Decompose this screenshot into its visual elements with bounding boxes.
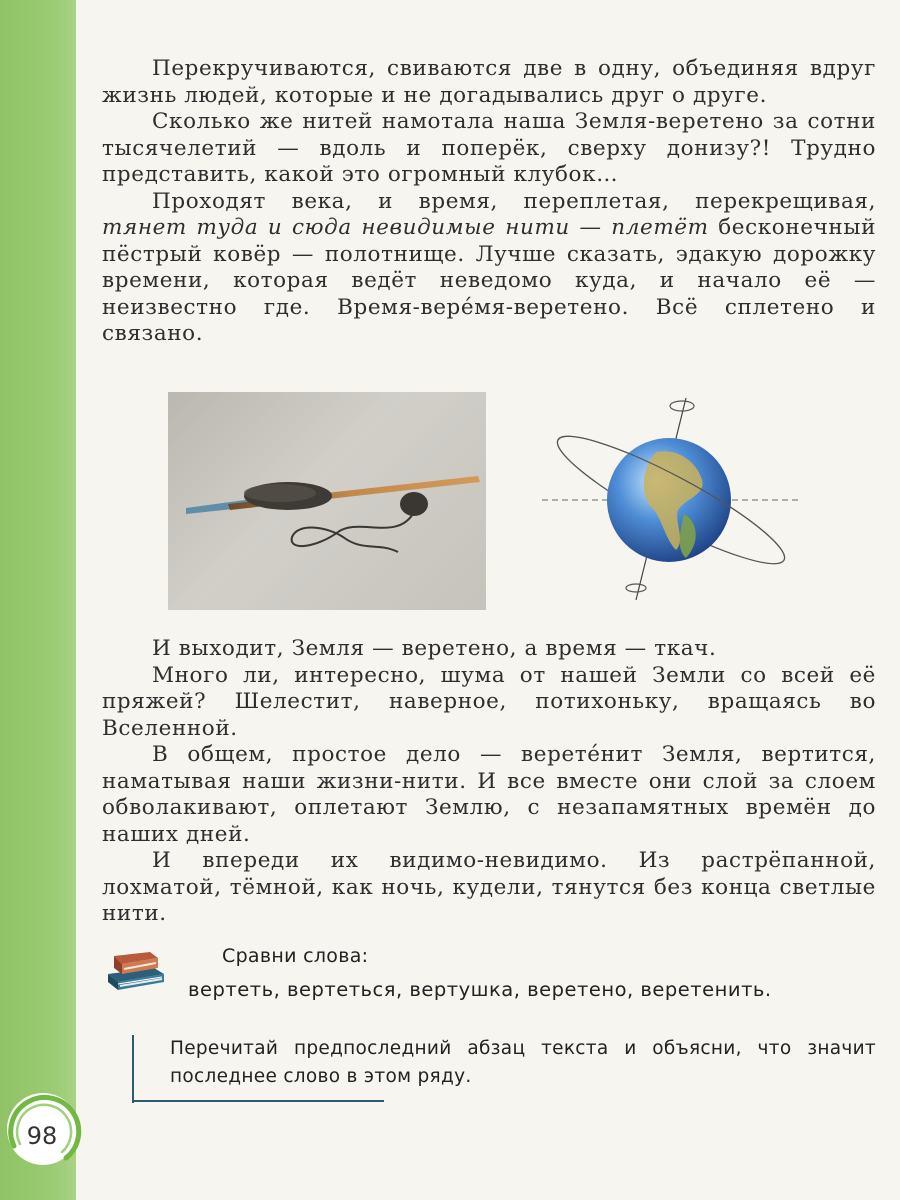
paragraph-5: Много ли, интересно, шума от нашей Земли со всей её пряжей? Шелестит, наверное, потихоньку, вращаясь во Вселенной. [102,662,876,741]
task-instruction: Перечитай предпоследний абзац текста и объясни, что значит последнее слово в этом ряду. [170,1038,876,1087]
word-list-text: вертеть, вертеться, вертушка, веретено, веретенить. [188,978,772,1001]
paragraph-3 [102,189,876,348]
spindle-photo [168,392,486,610]
compare-words-label: Сравни слова: [222,945,369,967]
paragraph-2: Сколько же нитей намотала наша Земля-веретено за сотни тысячелетий — вдоль и поперёк, сверху донизу?! Трудно представить, какой это огромный клубок… [102,109,876,187]
rotating-earth-globe-icon [536,390,806,610]
compare-words-list [170,976,876,1003]
paragraph-3-start: Проходят века, и время, переплетая, перекрещивая, [152,188,876,214]
task-frame-underline [132,1100,384,1102]
page-number: 98 [26,1122,58,1150]
spindle-icon [168,392,486,610]
paragraph-7: И впереди их видимо-невидимо. Из растрёпанной, лохматой, тёмной, как ночь, кудели, тянутся без конца светлые нити. [102,848,876,926]
paragraph-3-italic: тянет туда и сюда невидимые нити — плетёт [102,215,709,240]
books-icon [102,944,172,994]
body-text-bottom [102,636,876,928]
body-text-top [102,56,876,348]
page-margin-strip [0,0,76,1200]
paragraph-3-end: бесконечный пёстрый ковёр — полотнище. Лучше сказать, эдакую дорожку времени, которая ведёт неведомо куда, и начало её — неизвестно где. Время-верéмя-веретено. Всё сплетено и связано. [102,215,876,346]
paragraph-4: И выходит, Земля — веретено, а время — ткач. [152,636,717,661]
globe-illustration [536,390,806,610]
paragraph-1: Перекручиваются, свиваются две в одну, объединяя вдруг жизнь людей, которые и не догадывались друг о друге. [102,56,876,108]
paragraph-6: В общем, простое дело — веретéнит Земля, вертится, наматывая наши жизни-нити. И все вместе они слой за слоем обволакивают, оплетают Землю, с незапамятных времён до наших дней. [102,742,876,847]
